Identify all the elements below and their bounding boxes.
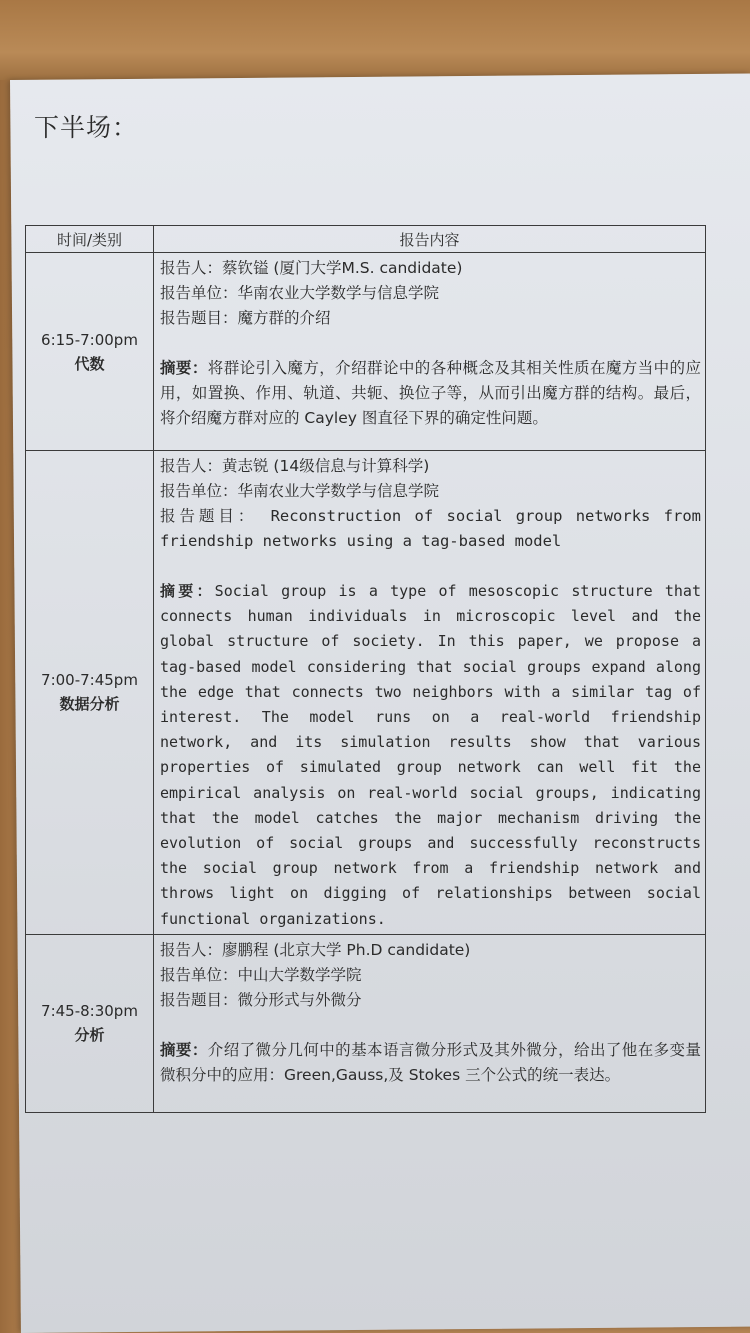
table-header-row xyxy=(26,226,706,253)
time-slot: 7:45-8:30pm xyxy=(41,1002,138,1021)
speaker: 报告人：黄志锐 (14级信息与计算科学) xyxy=(160,457,430,475)
report-title: 报告题目： Reconstruction of social group networks from friendship networks using a tag-based model xyxy=(160,507,701,550)
category: 分析 xyxy=(74,1026,105,1045)
report-content-cell xyxy=(154,934,706,1112)
abstract xyxy=(160,579,701,932)
speaker: 报告人：蔡钦镒 (厦门大学M.S. candidate) xyxy=(160,259,463,277)
report-title: 报告题目：魔方群的介绍 xyxy=(160,309,331,327)
time-category-cell xyxy=(26,934,154,1112)
abstract-label: 摘要： xyxy=(160,582,215,600)
table-row xyxy=(26,934,706,1112)
affiliation: 报告单位：华南农业大学数学与信息学院 xyxy=(160,284,440,302)
abstract-text: 介绍了微分几何中的基本语言微分形式及其外微分，给出了他在多变量微积分中的应用：Green,Gauss,及 Stokes 三个公式的统一表达。 xyxy=(160,1040,701,1084)
category: 数据分析 xyxy=(59,695,120,714)
time-category-cell xyxy=(26,253,154,451)
report-title: 报告题目：微分形式与外微分 xyxy=(160,990,362,1009)
abstract xyxy=(160,356,701,431)
header-time-category: 时间/类别 xyxy=(26,226,154,253)
affiliation: 报告单位：华南农业大学数学与信息学院 xyxy=(160,482,440,500)
table-row xyxy=(26,253,706,451)
section-heading: 下半场： xyxy=(34,113,139,142)
header-report-content: 报告内容 xyxy=(154,226,706,253)
abstract-label: 摘要： xyxy=(160,359,208,377)
schedule-table xyxy=(25,225,706,1113)
table-row xyxy=(26,451,706,935)
abstract-text: 将群论引入魔方，介绍群论中的各种概念及其相关性质在魔方当中的应用，如置换、作用、轨道、共轭、换位子等，从而引出魔方群的结构。最后，将介绍魔方群对应的 Cayley 图直径下界的确定性问题。 xyxy=(160,359,701,427)
abstract-label: 摘要： xyxy=(160,1040,208,1059)
time-category-cell xyxy=(26,451,154,935)
abstract xyxy=(160,1038,701,1088)
affiliation: 报告单位：中山大学数学学院 xyxy=(160,965,362,984)
abstract-text: Social group is a type of mesoscopic structure that connects human individuals in microscopic level and the global structure of society. In this paper, we propose a tag-based model considering that social groups expand along the edge that connects two neighbors with a similar tag of interest. The model runs on a real-world friendship network, and its simulation results show that various properties of simulated group network can well fit the empirical analysis on real-world social groups, indicating that the model catches the major mechanism driving the evolution of social groups and successfully reconstructs the social group network from a friendship network and throws light on digging of relationships between social functional organizations. xyxy=(160,582,701,928)
speaker: 报告人：廖鹏程 (北京大学 Ph.D candidate) xyxy=(160,940,471,959)
category: 代数 xyxy=(74,354,105,373)
report-content-cell xyxy=(154,253,706,451)
report-content-cell xyxy=(154,451,706,935)
time-slot: 6:15-7:00pm xyxy=(41,330,138,349)
time-slot: 7:00-7:45pm xyxy=(41,671,138,690)
